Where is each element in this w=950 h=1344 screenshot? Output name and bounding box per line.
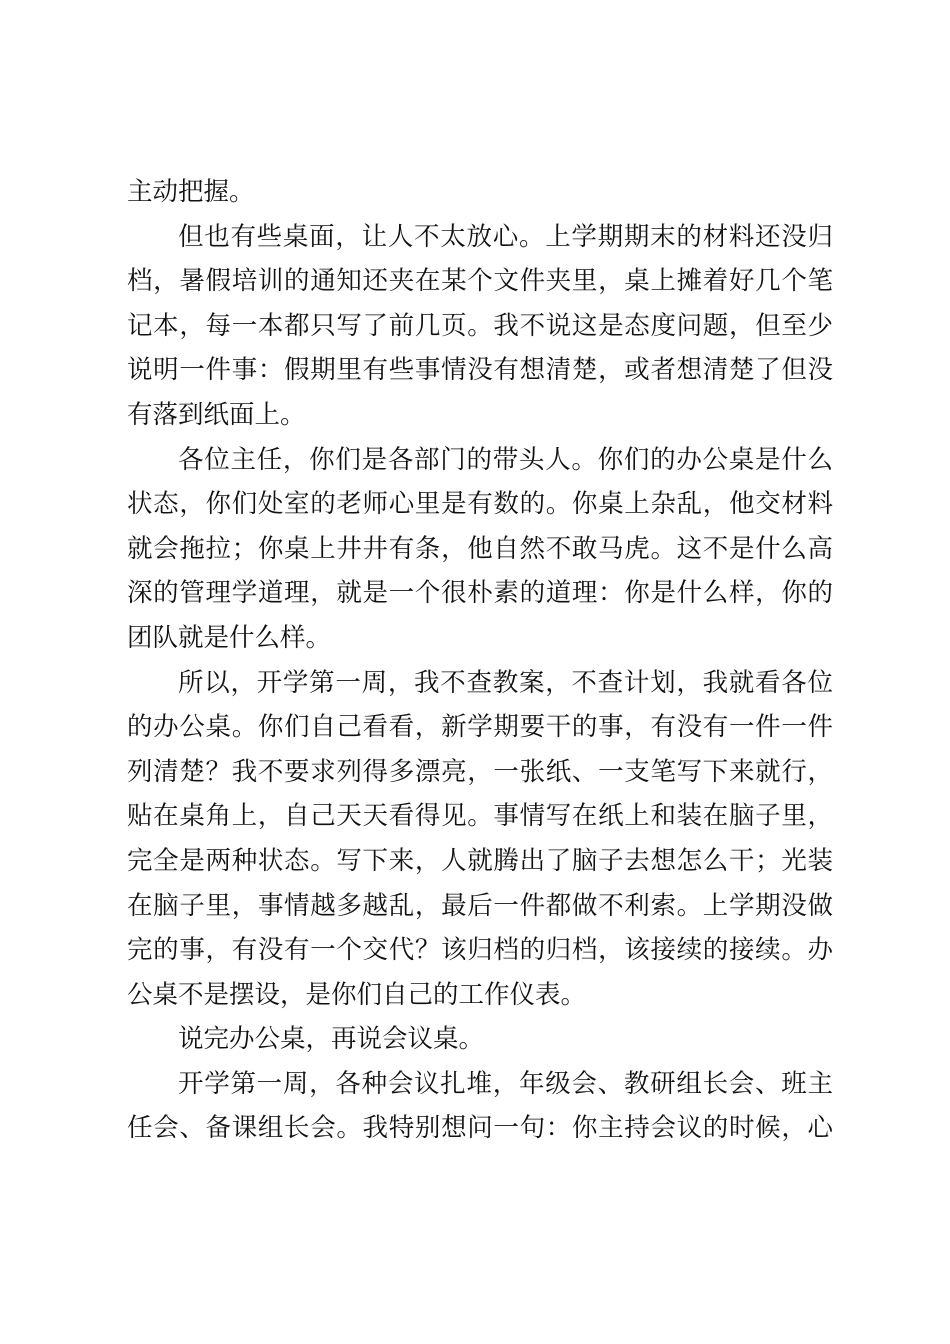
text-line: 所以，开学第一周，我不查教案，不查计划，我就看各位: [178, 667, 833, 698]
text-line: 就会拖拉；你桌上井井有条，他自然不敢马虎。这不是什么高: [127, 533, 833, 564]
text-line: 但也有些桌面，让人不太放心。上学期期末的材料还没归: [178, 221, 833, 252]
text-line: 各位主任，你们是各部门的带头人。你们的办公桌是什么: [178, 444, 833, 475]
text-line: 记本，每一本都只写了前几页。我不说这是态度问题，但至少: [127, 310, 833, 341]
text-line: 有落到纸面上。: [127, 399, 306, 430]
text-line: 主动把握。: [127, 177, 255, 207]
paragraph: [127, 170, 833, 215]
text-line: 说明一件事：假期里有些事情没有想清楚，或者想清楚了但没: [127, 355, 833, 386]
paragraph: [127, 1017, 833, 1062]
paragraph: [127, 661, 833, 1018]
text-line: 说完办公桌，再说会议桌。: [178, 1024, 485, 1055]
text-line: 公桌不是摆设，是你们自己的工作仪表。: [127, 979, 587, 1010]
text-line: 贴在桌角上，自己天天看得见。事情写在纸上和装在脑子里，: [127, 801, 833, 832]
text-line: 开学第一周，各种会议扎堆，年级会、教研组长会、班主: [178, 1068, 833, 1099]
text-line: 完的事，有没有一个交代？该归档的归档，该接续的接续。办: [127, 935, 833, 966]
text-line: 任会、备课组长会。我特别想问一句：你主持会议的时候，心: [127, 1113, 833, 1144]
paragraph: [127, 1062, 833, 1151]
paragraph: [127, 215, 833, 438]
text-line: 深的管理学道理，就是一个很朴素的道理：你是什么样，你的: [127, 578, 833, 609]
text-line: 完全是两种状态。写下来，人就腾出了脑子去想怎么干；光装: [127, 845, 833, 876]
text-line: 在脑子里，事情越多越乱，最后一件都做不利索。上学期没做: [127, 890, 833, 921]
text-line: 团队就是什么样。: [127, 622, 332, 653]
text-line: 的办公桌。你们自己看看，新学期要干的事，有没有一件一件: [127, 712, 833, 743]
text-line: 档，暑假培训的通知还夹在某个文件夹里，桌上摊着好几个笔: [127, 266, 833, 297]
text-line: 列清楚？我不要求列得多漂亮，一张纸、一支笔写下来就行，: [127, 756, 833, 787]
text-line: 状态，你们处室的老师心里是有数的。你桌上杂乱，他交材料: [127, 489, 833, 520]
document-body: [127, 170, 833, 1151]
paragraph: [127, 438, 833, 661]
